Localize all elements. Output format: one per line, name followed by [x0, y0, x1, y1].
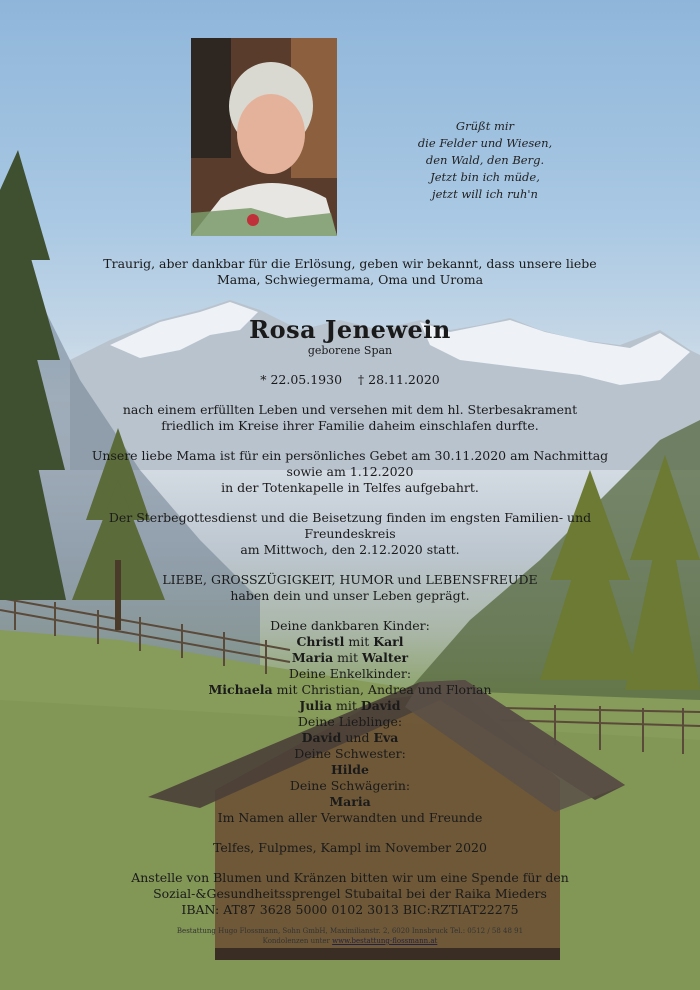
viewing-line: Unsere liebe Mama ist für ein persönliches Gebet am 30.11.2020 am Nachmittag	[91, 448, 609, 463]
poem-line: die Felder und Wiesen,	[417, 136, 553, 150]
mourner-entry: Christl mit Karl	[296, 634, 404, 649]
poem-line: Jetzt bin ich müde,	[430, 170, 540, 184]
poem-line: Grüßt mir	[455, 119, 515, 133]
viewing-line: in der Totenkapelle in Telfes aufgebahrt.	[221, 480, 479, 495]
sister-label: Deine Schwester:	[294, 746, 406, 761]
birth-name: geborene Span	[307, 344, 393, 357]
funeral-home-info: Bestattung Hugo Flossmann, Sohn GmbH, Maximilianstr. 2, 6020 Innsbruck Tel.: 0512 / 58 48 91	[176, 927, 524, 935]
place-date: Telfes, Fulpmes, Kampl im November 2020	[213, 840, 487, 855]
mourner-entry: Julia mit David	[299, 698, 401, 713]
motto-line: haben dein und unser Leben geprägt.	[230, 588, 470, 603]
sister-in-law-label: Deine Schwägerin:	[289, 778, 411, 793]
donation-line: IBAN: AT87 3628 5000 0102 3013 BIC:RZTIAT22275	[181, 902, 519, 917]
sister-name: Hilde	[330, 762, 369, 777]
grandchildren-label: Deine Enkelkinder:	[288, 666, 412, 681]
relatives-line: Im Namen aller Verwandten und Freunde	[217, 810, 483, 825]
intro-line: Traurig, aber dankbar für die Erlösung, geben wir bekannt, dass unsere liebe	[103, 256, 597, 271]
passing-line: nach einem erfüllten Leben und versehen mit dem hl. Sterbesakrament	[122, 402, 578, 417]
mourner-entry: David und Eva	[301, 730, 399, 745]
deceased-name: Rosa Jenewein	[249, 315, 451, 344]
funeral-line: am Mittwoch, den 2.12.2020 statt.	[240, 542, 460, 557]
intro-line: Mama, Schwiegermama, Oma und Uroma	[216, 272, 484, 287]
mourner-entry: Michaela mit Christian, Andrea und Florian	[208, 682, 492, 697]
poem-line: den Wald, den Berg.	[425, 153, 545, 167]
funeral-line: Der Sterbegottesdienst und die Beisetzung finden im engsten Familien- und	[108, 510, 592, 525]
condolence-line: Kondolenzen unter www.bestattung-flossmann.at	[262, 937, 438, 945]
darlings-label: Deine Lieblinge:	[297, 714, 403, 729]
donation-line: Sozial-&Gesundheitssprengel Stubaital bei der Raika Mieders	[153, 886, 547, 901]
viewing-line: sowie am 1.12.2020	[286, 464, 414, 479]
mourner-entry: Maria mit Walter	[291, 650, 409, 665]
passing-line: friedlich im Kreise ihrer Familie daheim einschlafen durfte.	[161, 418, 539, 433]
portrait-photo	[191, 38, 337, 236]
condolence-link[interactable]: www.bestattung-flossmann.at	[332, 937, 438, 945]
motto-line: LIEBE, GROSSZÜGIGKEIT, HUMOR und LEBENSFREUDE	[162, 572, 538, 587]
life-dates: * 22.05.1930 † 28.11.2020	[260, 372, 440, 387]
poem-verse	[390, 118, 580, 203]
donation-line: Anstelle von Blumen und Kränzen bitten wir um eine Spende für den	[131, 870, 569, 885]
obituary-text	[0, 256, 700, 946]
children-label: Deine dankbaren Kinder:	[270, 618, 430, 633]
poem-line: jetzt will ich ruh'n	[432, 187, 538, 201]
funeral-line: Freundeskreis	[304, 526, 396, 541]
sister-in-law-name: Maria	[329, 794, 371, 809]
